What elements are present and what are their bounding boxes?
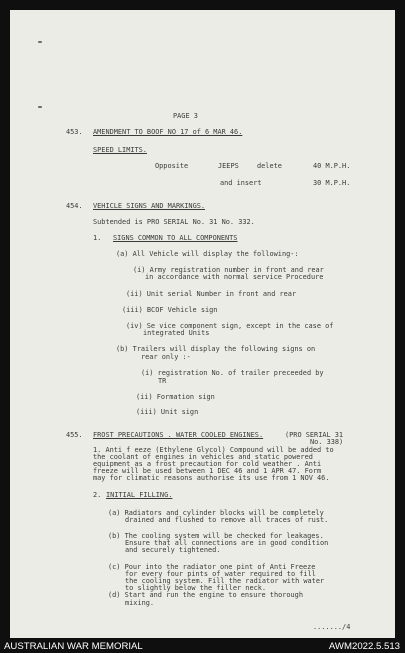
text-line: and securely tightened.	[125, 546, 221, 554]
table-cell: JEEPS	[218, 162, 239, 170]
text-line: to slightly below the filler neck.	[125, 584, 267, 592]
heading: SIGNS COMMON TO ALL COMPONENTS	[113, 234, 238, 242]
heading-number: 2.	[93, 491, 102, 499]
footer-institution: AUSTRALIAN WAR MEMORIAL	[4, 641, 143, 652]
section-title: VEHICLE SIGNS AND MARKINGS.	[93, 202, 206, 210]
heading-number: 1.	[93, 234, 102, 242]
text-line: freeze will be used between 1 DEC 46 and 1 APR 47. Form	[93, 467, 322, 475]
page-header: PAGE 3	[173, 112, 198, 120]
text-line: (a) Radiators and cylinder blocks will be completely	[108, 509, 324, 517]
text-line: Subtended is PRO SERIAL No. 31 No. 332.	[93, 218, 255, 226]
text-line: the coolant of engines in vehicles and static powered	[93, 453, 313, 461]
text-line: integrated Units	[143, 329, 210, 337]
text-line: the cooling system. Fill the radiator with water	[125, 577, 325, 585]
section-number: 453.	[66, 128, 83, 136]
section-title-ref: No. 338)	[310, 438, 344, 446]
text-line: (a) All Vehicle will display the following-:	[116, 250, 299, 258]
table-cell: delete	[257, 162, 282, 170]
text-line: 1. Anti f eeze (Ethylene Glycol) Compound will be added to	[93, 446, 334, 454]
text-line: TR	[158, 377, 167, 385]
text-line: Ensure that all connections are in good condition	[125, 539, 329, 547]
text-line: (b) Trailers will display the following signs on	[116, 345, 316, 353]
footer-catalogue-id: AWM2022.5.513	[328, 641, 400, 652]
section-title-ref: (PRO SERIAL 31	[285, 431, 344, 439]
text-line: (ii) Formation sign	[136, 393, 215, 401]
table-cell: Opposite	[155, 162, 189, 170]
section-title: AMENDMENT TO BOOF NO 17 of 6 MAR 46.	[93, 128, 243, 136]
text-line: equipment as a frost precaution for cold weather . Anti	[93, 460, 322, 468]
document-page	[10, 10, 395, 638]
continuation-marker: ......./4	[313, 623, 351, 631]
text-line: may for climatic reasons authorise its use from 1 NOV 46.	[93, 474, 330, 482]
text-line: (d) Start and run the engine to ensure thorough	[108, 591, 303, 599]
text-line: (iii) Unit sign	[136, 408, 199, 416]
text-line: mixing.	[125, 599, 155, 607]
table-cell: and insert	[220, 179, 262, 187]
text-line: (i) registration No. of trailer preceeded by	[141, 369, 324, 377]
punch-mark	[38, 41, 42, 43]
text-line: in accordance with normal service Procedure	[145, 273, 324, 281]
text-line: (c) Pour into the radiator one pint of Anti Freeze	[108, 563, 316, 571]
subheading: SPEED LIMITS.	[93, 146, 147, 154]
text-line: (i) Army registration number in front and rear	[133, 266, 324, 274]
text-line: drained and flushed to remove all traces of rust.	[125, 516, 329, 524]
heading: INITIAL FILLING.	[106, 491, 173, 499]
text-line: (b) The cooling system will be checked for leakages.	[108, 532, 324, 540]
section-number: 455.	[66, 431, 83, 439]
punch-mark	[38, 106, 42, 108]
text-line: (iii) BCOF Vehicle sign	[122, 306, 218, 314]
text-line: rear only :-	[141, 353, 191, 361]
text-line: (iv) Se vice component sign, except in the case of	[126, 322, 334, 330]
text-line: for every four pints of water required to fill	[125, 570, 316, 578]
section-title: FROST PRECAUTIONS . WATER COOLED ENGINES.	[93, 431, 264, 439]
text-line: (ii) Unit serial Number in front and rear	[126, 290, 297, 298]
table-cell: 30 M.P.H.	[313, 179, 351, 187]
table-cell: 40 M.P.H.	[313, 162, 351, 170]
section-number: 454.	[66, 202, 83, 210]
